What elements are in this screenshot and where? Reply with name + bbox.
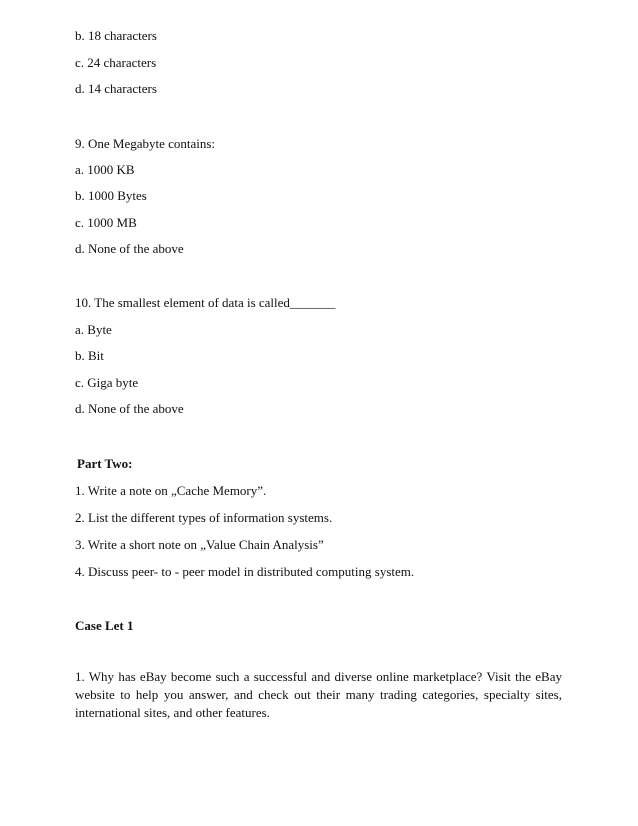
q10-question: 10. The smallest element of data is called_______ [75,295,336,310]
q8-option-d: d. 14 characters [75,81,157,96]
q8-option-b: b. 18 characters [75,28,157,43]
part-two-item-2: 2. List the different types of information systems. [75,510,333,525]
q8-option-c: c. 24 characters [75,55,157,70]
part-two-heading: Part Two: [77,456,133,471]
q9-option-d: d. None of the above [75,241,184,256]
q9-option-c: c. 1000 MB [75,215,137,230]
part-two-item-3: 3. Write a short note on „Value Chain Analysis” [75,537,324,552]
case-let-paragraph: 1. Why has eBay become such a successful and diverse online marketplace? Visit the eBay website to help you answer, and check out their many trading categories, specialty sites, international sites, and other features. [75,669,562,720]
q9-option-b: b. 1000 Bytes [75,188,147,203]
case-let-heading: Case Let 1 [75,618,134,633]
q10-option-c: c. Giga byte [75,375,139,390]
q9-question: 9. One Megabyte contains: [75,136,216,151]
q10-option-a: a. Byte [75,322,112,337]
part-two-item-4: 4. Discuss peer- to - peer model in distributed computing system. [75,564,415,579]
q10-option-d: d. None of the above [75,401,184,416]
part-two-item-1: 1. Write a note on „Cache Memory”. [75,483,267,498]
q10-option-b: b. Bit [75,348,104,363]
q9-option-a: a. 1000 KB [75,162,135,177]
